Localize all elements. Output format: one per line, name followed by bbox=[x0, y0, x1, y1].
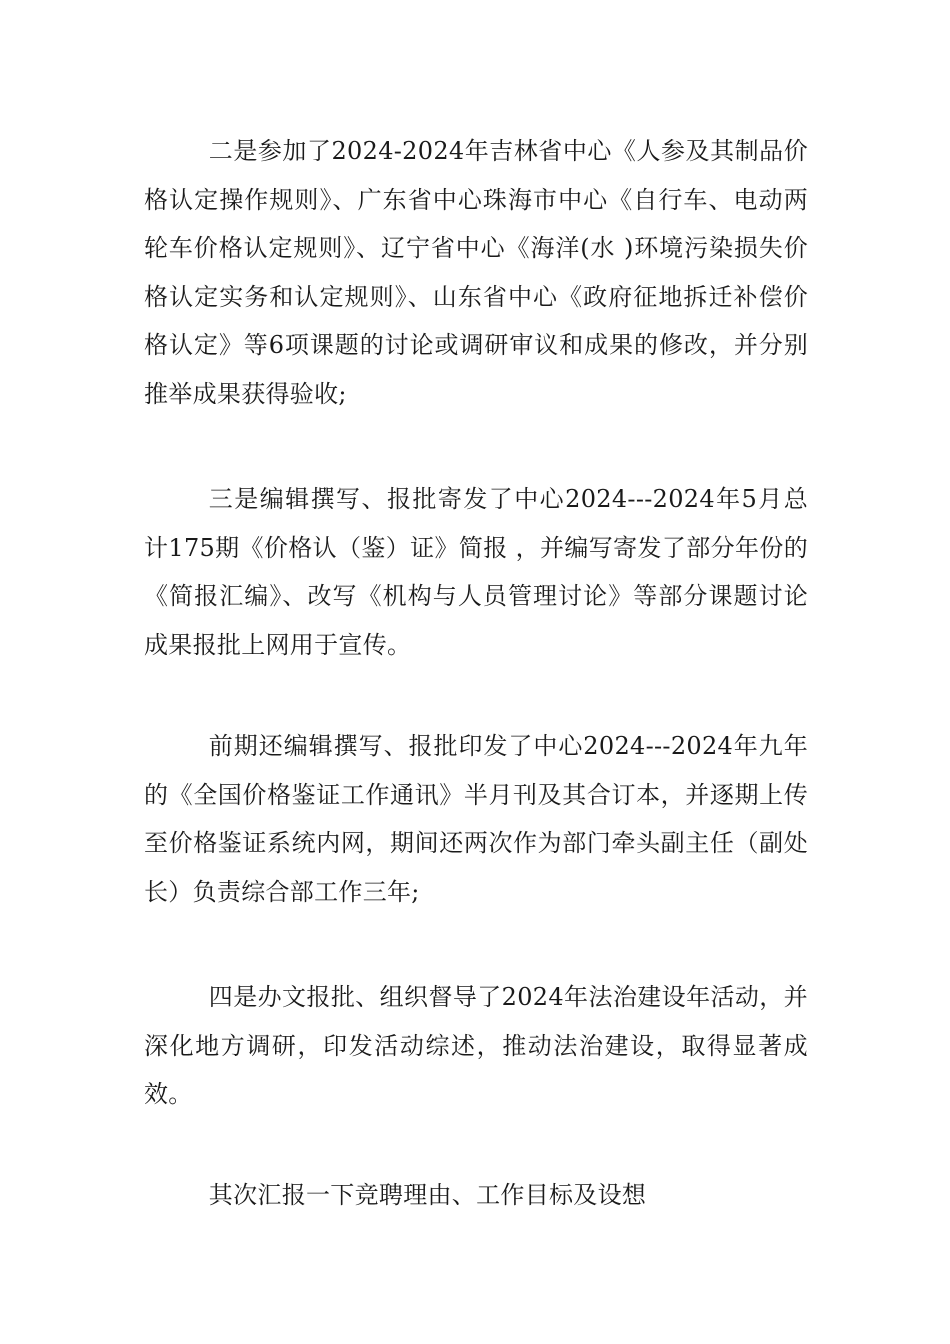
paragraph-rule-of-law: 四是办文报批、组织督导了2024年法治建设年活动，并深化地方调研，印发活动综述，推动法治建设，取得显著成效。 bbox=[144, 983, 808, 1108]
paragraph-newsletter-editing: 前期还编辑撰写、报批印发了中心2024---2024年九年的《全国价格鉴证工作通讯》半月刊及其合订本，并逐期上传至价格鉴证系统内网，期间还两次作为部门牵头副主任（副处长）负责综合部工作三年; bbox=[144, 732, 808, 906]
paragraph-next-section: 其次汇报一下竞聘理由、工作目标及设想 bbox=[208, 1181, 647, 1209]
paragraph-research-topics: 二是参加了2024-2024年吉林省中心《人参及其制品价格认定操作规则》、广东省中心珠海市中心《自行车、电动两轮车价格认定规则》、辽宁省中心《海洋(水 )环境污染损失价格认定实务和认定规则》、山东省中心《政府征地拆迁补偿价格认定》等6项课题的讨论或调研审议和成果的修改，并分别推举成果获得验收; bbox=[144, 137, 808, 408]
paragraph-briefing-publication: 三是编辑撰写、报批寄发了中心2024---2024年5月总计175期《价格认（鉴）证》简报 ，并编写寄发了部分年份的《简报汇编》、改写《机构与人员管理讨论》等部分课题讨论成果报批上网用于宣传。 bbox=[144, 485, 808, 659]
